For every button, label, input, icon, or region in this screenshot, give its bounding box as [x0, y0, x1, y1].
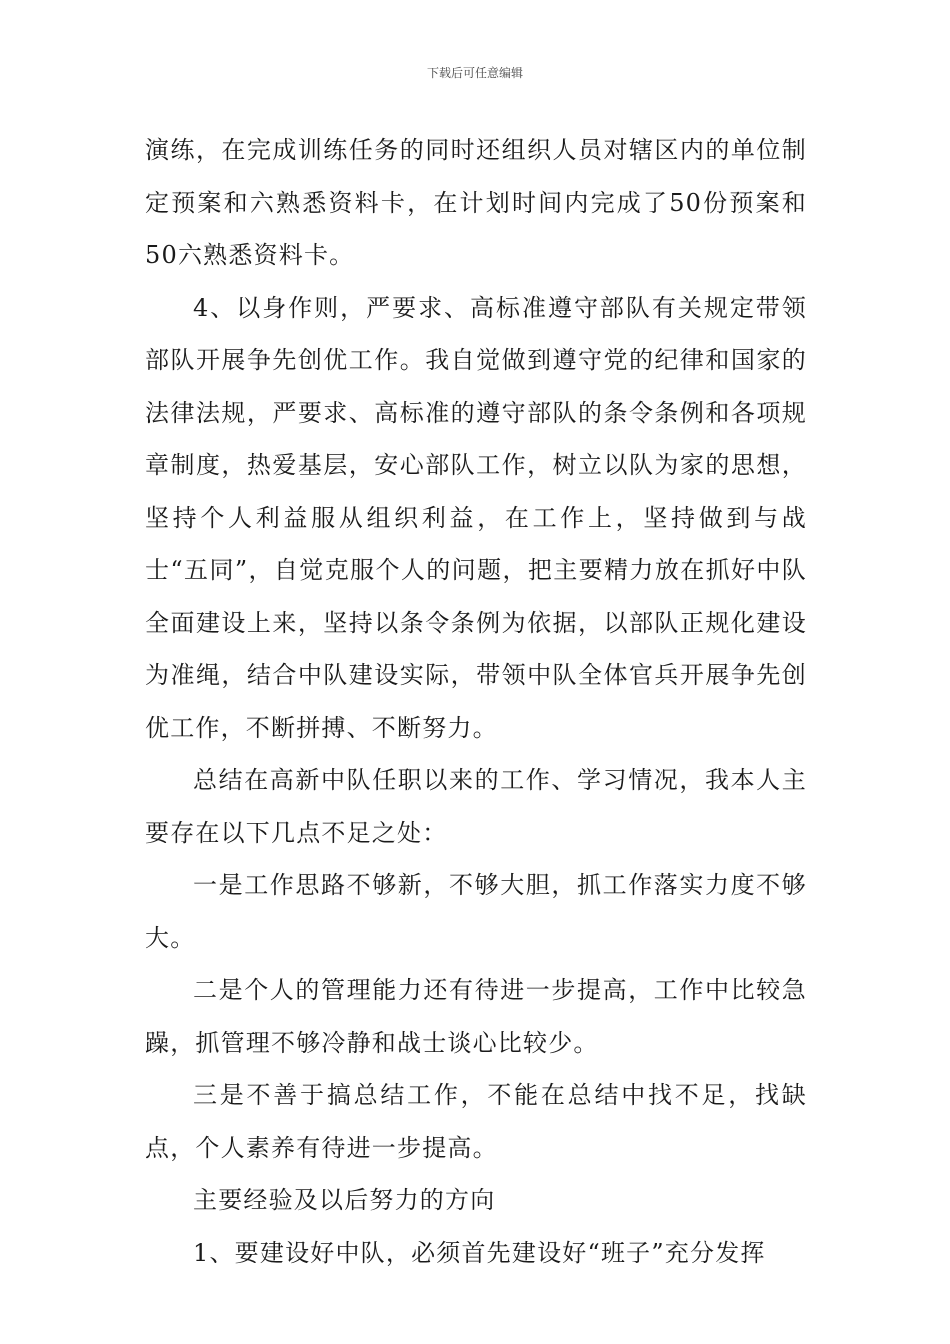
- paragraph: 演练，在完成训练任务的同时还组织人员对辖区内的单位制定预案和六熟悉资料卡，在计划时间内完成了50份预案和50六熟悉资料卡。: [145, 136, 807, 269]
- paragraph: 一是工作思路不够新，不够大胆，抓工作落实力度不够大。: [145, 871, 807, 952]
- paragraph: 三是不善于搞总结工作，不能在总结中找不足，找缺点，个人素养有待进一步提高。: [145, 1081, 807, 1162]
- page-header: 下载后可任意编辑: [426, 66, 523, 80]
- document-body: [145, 124, 807, 1279]
- paragraph: 1、要建设好中队，必须首先建设好“班子”充分发挥: [193, 1238, 766, 1267]
- paragraph: 4、以身作则，严要求、高标准遵守部队有关规定带领部队开展争先创优工作。我自觉做到遵守党的纪律和国家的法律法规，严要求、高标准的遵守部队的条令条例和各项规章制度，热爱基层，安心部队工作，树立以队为家的思想，坚持个人利益服从组织利益，在工作上，坚持做到与战士“五同”，自觉克服个人的问题，把主要精力放在抓好中队全面建设上来，坚持以条令条例为依据，以部队正规化建设为准绳，结合中队建设实际，带领中队全体官兵开展争先创优工作，不断拼搏、不断努力。: [145, 293, 807, 742]
- paragraph: 总结在高新中队任职以来的工作、学习情况，我本人主要存在以下几点不足之处：: [145, 766, 807, 847]
- section-heading: 主要经验及以后努力的方向: [193, 1186, 496, 1214]
- paragraph: 二是个人的管理能力还有待进一步提高，工作中比较急躁，抓管理不够冷静和战士谈心比较少。: [145, 976, 807, 1057]
